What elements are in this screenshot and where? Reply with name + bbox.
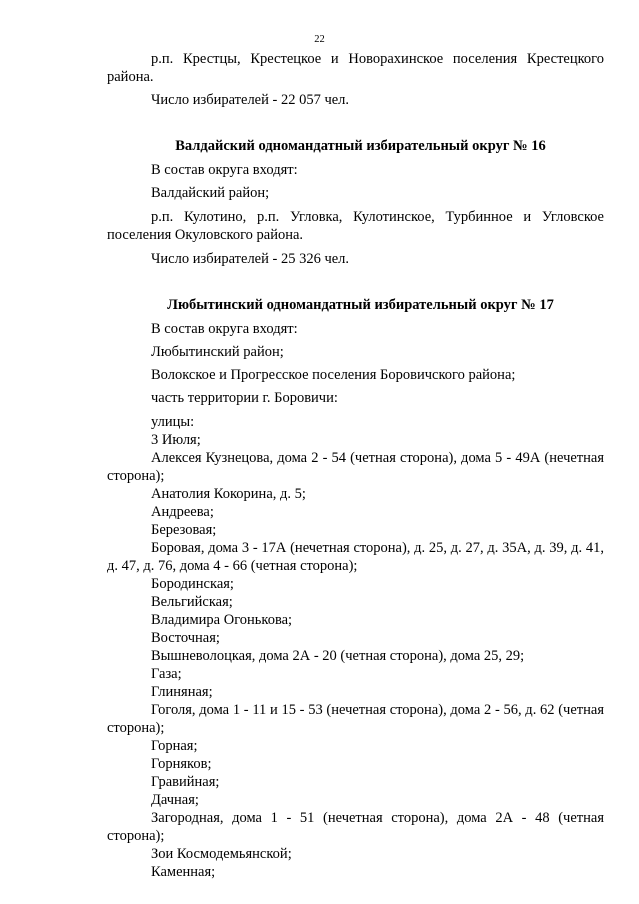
street-item: Вышневолоцкая, дома 2А - 20 (четная сторона), дома 25, 29; [151, 648, 525, 664]
street-item: Каменная; [151, 864, 216, 880]
street-item: Бородинская; [151, 576, 234, 592]
street-item: Горная; [151, 738, 198, 754]
street-item: Владимира Огонькова; [151, 612, 293, 628]
street-item: Горняков; [151, 756, 212, 772]
district-16-heading: Валдайский одномандатный избирательный округ № 16 [175, 138, 546, 154]
street-item: Дачная; [151, 792, 199, 808]
district-17-heading: Любытинский одномандатный избирательный округ № 17 [167, 297, 554, 313]
intro-voter-count: Число избирателей - 22 057 чел. [151, 92, 350, 108]
street-item: 3 Июля; [151, 432, 201, 448]
street-item: Андреева; [151, 504, 214, 520]
document-body [107, 50, 604, 881]
streets-label: улицы: [151, 414, 195, 430]
street-item: Анатолия Кокорина, д. 5; [151, 486, 306, 502]
district-17-item: Волокское и Прогресское поселения Боровичского района; [151, 367, 516, 383]
street-item: Загородная, дома 1 - 51 (нечетная сторона), дома 2А - 48 (четная сторона); [107, 810, 604, 844]
district-17-composition: В состав округа входят: [151, 321, 298, 337]
street-item: Глиняная; [151, 684, 213, 700]
district-16-voter-count: Число избирателей - 25 326 чел. [151, 251, 350, 267]
street-item: Вельгийская; [151, 594, 233, 610]
street-item: Гравийная; [151, 774, 220, 790]
street-item: Зои Космодемьянской; [151, 846, 292, 862]
street-item: Боровая, дома 3 - 17А (нечетная сторона), д. 25, д. 27, д. 35А, д. 39, д. 41, д. 47, д. 76, дома 4 - 66 (четная сторона); [107, 540, 604, 574]
street-item: Алексея Кузнецова, дома 2 - 54 (четная сторона), дома 5 - 49А (нечетная сторона); [107, 450, 604, 484]
page-number: 22 [314, 34, 325, 45]
district-17-item: часть территории г. Боровичи: [151, 390, 338, 406]
district-16-composition: В состав округа входят: [151, 162, 298, 178]
district-16-item: Валдайский район; [151, 185, 270, 201]
street-item: Березовая; [151, 522, 217, 538]
street-item: Газа; [151, 666, 182, 682]
district-17-item: Любытинский район; [151, 344, 284, 360]
district-16-item: р.п. Кулотино, р.п. Угловка, Кулотинское, Турбинное и Угловское поселения Окуловского района. [107, 209, 604, 243]
intro-settlements: р.п. Крестцы, Крестецкое и Новорахинское поселения Крестецкого района. [107, 51, 604, 85]
street-item: Восточная; [151, 630, 220, 646]
street-item: Гоголя, дома 1 - 11 и 15 - 53 (нечетная сторона), дома 2 - 56, д. 62 (четная сторона); [107, 702, 604, 736]
